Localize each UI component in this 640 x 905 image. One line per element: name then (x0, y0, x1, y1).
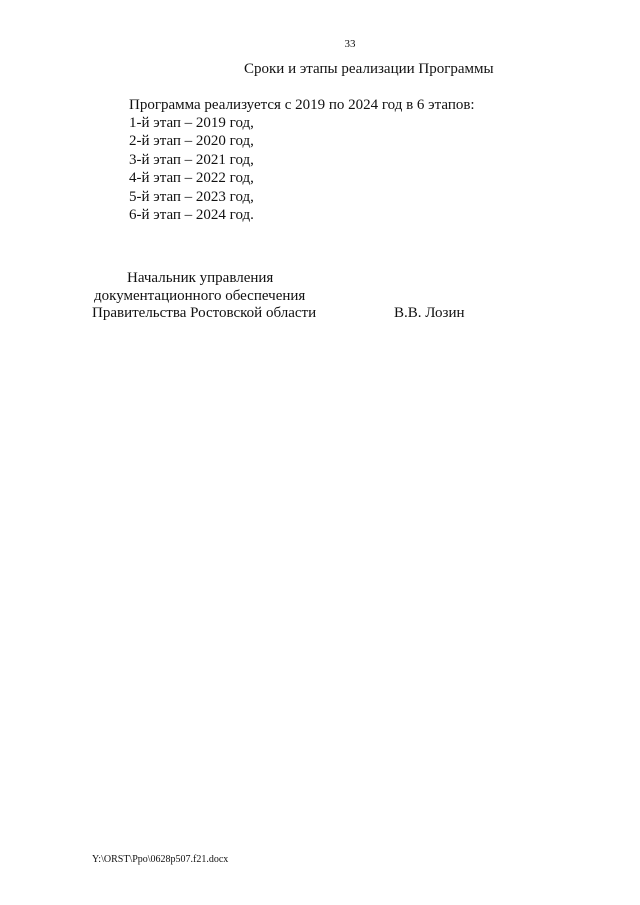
stage-item: 4-й этап – 2022 год, (129, 170, 254, 187)
stage-item: 3-й этап – 2021 год, (129, 151, 254, 168)
signatory-name: В.В. Лозин (394, 305, 465, 321)
signatory-position-line3: Правительства Ростовской области (92, 305, 317, 321)
page-number: 33 (344, 38, 356, 50)
file-path-footer: Y:\ORST\Ppo\0628p507.f21.docx (92, 854, 229, 865)
signatory-position-line1: Начальник управления (127, 270, 274, 286)
signatory-position-line2: документационного обеспечения (94, 287, 306, 304)
stage-item: 2-й этап – 2020 год, (129, 133, 254, 150)
stage-item: 6-й этап – 2024 год. (129, 207, 254, 224)
stage-item: 1-й этап – 2019 год, (129, 115, 254, 131)
stage-list (129, 114, 254, 224)
stage-item: 5-й этап – 2023 год, (129, 188, 254, 205)
section-title: Сроки и этапы реализации Программы (244, 61, 494, 77)
program-intro: Программа реализуется с 2019 по 2024 год в 6 этапов: (129, 97, 475, 113)
